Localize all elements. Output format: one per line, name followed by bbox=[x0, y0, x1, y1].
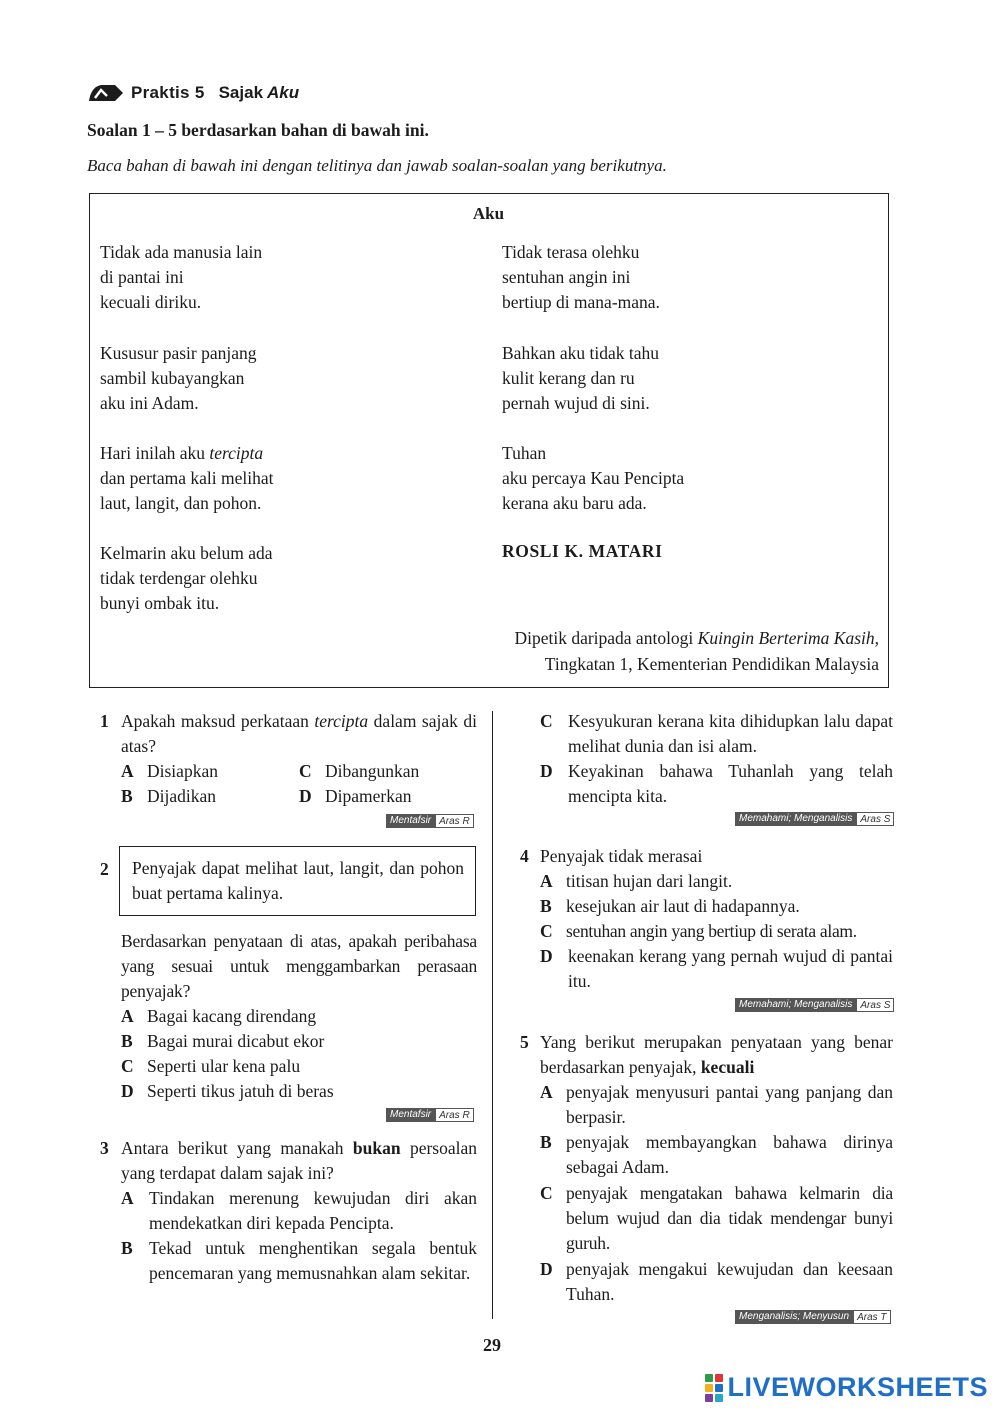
question-number: 1 bbox=[100, 711, 109, 731]
option-b[interactable] bbox=[121, 1236, 477, 1286]
option-text: penyajak mengakui kewujudan dan keesaan Tuhan. bbox=[566, 1259, 893, 1304]
option-c[interactable] bbox=[121, 1054, 300, 1079]
poet-name: ROSLI K. MATARI bbox=[502, 541, 663, 561]
option-text: Bagai murai dicabut ekor bbox=[147, 1031, 325, 1051]
poem-line: kerana aku baru ada. bbox=[502, 493, 647, 513]
instruction-text: Baca bahan di bawah ini dengan telitinya dan jawab soalan-soalan yang berikutnya. bbox=[87, 156, 667, 175]
question-text-part: persoalan yang terdapat dalam sajak ini? bbox=[121, 1138, 477, 1183]
column-divider bbox=[492, 711, 493, 1319]
poem-line: pernah wujud di sini. bbox=[502, 393, 650, 413]
question-text-part: Apakah maksud perkataan bbox=[121, 711, 315, 731]
option-d[interactable] bbox=[299, 784, 412, 809]
poem-source-line2: Tingkatan 1, Kementerian Pendidikan Malaysia bbox=[544, 654, 879, 674]
option-text: Tindakan merenung kewujudan diri akan mendekatkan diri kepada Pencipta. bbox=[149, 1188, 477, 1233]
option-text: titisan hujan dari langit. bbox=[566, 871, 733, 891]
option-d[interactable] bbox=[540, 1257, 893, 1307]
option-letter: D bbox=[121, 1081, 134, 1101]
question-text-part: dalam sajak di atas? bbox=[121, 711, 477, 756]
question-number: 4 bbox=[520, 846, 529, 866]
level-label: Aras S bbox=[856, 812, 894, 826]
option-a[interactable] bbox=[121, 1004, 316, 1029]
poem-line: Bahkan aku tidak tahu bbox=[502, 343, 659, 363]
poem-line: kecuali diriku. bbox=[100, 292, 202, 312]
skill-label: Mentafsir bbox=[386, 814, 435, 828]
poem-line bbox=[100, 441, 273, 466]
poem-title: Aku bbox=[472, 204, 505, 223]
skill-tag bbox=[386, 1108, 474, 1122]
option-letter: C bbox=[540, 1183, 553, 1203]
statement-box bbox=[119, 846, 476, 916]
question-text-part: Antara berikut yang manakah bbox=[121, 1138, 353, 1158]
option-text: Bagai kacang direndang bbox=[147, 1006, 317, 1026]
practice-arrow-icon bbox=[87, 81, 125, 105]
option-letter: D bbox=[299, 786, 312, 806]
option-d[interactable] bbox=[540, 759, 893, 809]
practice-label: Praktis 5 bbox=[131, 83, 205, 102]
option-b[interactable] bbox=[121, 1029, 324, 1054]
option-letter: A bbox=[121, 1006, 134, 1026]
option-letter: D bbox=[540, 946, 553, 966]
poem-line: sambil kubayangkan bbox=[100, 368, 245, 388]
poem-stanza bbox=[502, 240, 660, 315]
option-a[interactable] bbox=[121, 759, 218, 784]
option-text: Seperti tikus jatuh di beras bbox=[147, 1081, 334, 1101]
level-label: Aras T bbox=[853, 1310, 890, 1324]
question-text: Penyajak tidak merasai bbox=[540, 846, 703, 866]
skill-label: Memahami; Menganalisis bbox=[735, 998, 856, 1012]
option-c[interactable] bbox=[540, 709, 893, 759]
level-label: Aras S bbox=[856, 998, 894, 1012]
logo-text: LIVEWORKSHEETS bbox=[727, 1372, 988, 1402]
option-text: Kesyukuran kerana kita dihidupkan lalu dapat melihat dunia dan isi alam. bbox=[568, 711, 893, 756]
option-text: Tekad untuk menghentikan segala bentuk pencemaran yang memusnahkan alam sekitar. bbox=[149, 1238, 477, 1283]
poem-line: Kususur pasir panjang bbox=[100, 343, 257, 363]
poem-line: di pantai ini bbox=[100, 267, 184, 287]
option-text: Dipamerkan bbox=[325, 786, 412, 806]
question-number: 3 bbox=[100, 1138, 109, 1158]
option-c[interactable] bbox=[540, 919, 857, 944]
poem-stanza bbox=[100, 341, 257, 416]
poem-stanza bbox=[100, 441, 273, 516]
source-prefix: Dipetik daripada antologi bbox=[514, 628, 698, 648]
statement-text: Penyajak dapat melihat laut, langit, dan pohon buat pertama kalinya. bbox=[132, 858, 464, 903]
option-letter: B bbox=[121, 1031, 133, 1051]
poem-line-text: Hari inilah aku bbox=[100, 443, 210, 463]
practice-title-italic: Aku bbox=[267, 83, 300, 102]
option-letter: A bbox=[540, 871, 553, 891]
poem-line: bertiup di mana-mana. bbox=[502, 292, 660, 312]
poem-source bbox=[514, 628, 879, 649]
option-text: Disiapkan bbox=[147, 761, 218, 781]
option-text: Keyakinan bahawa Tuhanlah yang telah mencipta kita. bbox=[568, 761, 893, 806]
skill-tag bbox=[735, 1310, 891, 1324]
poem-box bbox=[89, 193, 889, 688]
skill-tag bbox=[386, 814, 474, 828]
option-c[interactable] bbox=[540, 1181, 893, 1256]
logo-grid-icon bbox=[705, 1374, 723, 1402]
poem-line: kulit kerang dan ru bbox=[502, 368, 635, 388]
question-text: Berdasarkan penyataan di atas, apakah peribahasa yang sesuai untuk menggambarkan perasaan penyajak? bbox=[121, 931, 477, 1001]
option-c[interactable] bbox=[299, 759, 419, 784]
poem-stanza bbox=[502, 341, 659, 416]
option-d[interactable] bbox=[540, 944, 893, 994]
option-text: Dibangunkan bbox=[325, 761, 420, 781]
option-text: Seperti ular kena palu bbox=[147, 1056, 301, 1076]
skill-tag bbox=[735, 998, 894, 1012]
poem-line: Tidak terasa olehku bbox=[502, 242, 640, 262]
option-d[interactable] bbox=[121, 1079, 334, 1104]
option-letter: C bbox=[299, 761, 312, 781]
skill-label: Memahami; Menganalisis bbox=[735, 812, 856, 826]
source-title: Kuingin Berterima Kasih, bbox=[697, 628, 879, 648]
page-number: 29 bbox=[483, 1335, 501, 1355]
skill-label: Mentafsir bbox=[386, 1108, 435, 1122]
practice-title: Sajak bbox=[218, 83, 264, 102]
option-letter: C bbox=[540, 921, 553, 941]
section-header bbox=[87, 80, 299, 106]
question-number: 5 bbox=[520, 1032, 529, 1052]
instruction-heading: Soalan 1 – 5 berdasarkan bahan di bawah ini. bbox=[87, 120, 429, 140]
option-a[interactable] bbox=[540, 1080, 893, 1130]
option-b[interactable] bbox=[121, 784, 216, 809]
question-text-italic: tercipta bbox=[314, 711, 369, 731]
question-text bbox=[121, 709, 477, 759]
option-b[interactable] bbox=[540, 894, 800, 919]
poem-stanza bbox=[100, 240, 262, 315]
poem-line: Tidak ada manusia lain bbox=[100, 242, 263, 262]
poem-line: tidak terdengar olehku bbox=[100, 568, 258, 588]
option-b[interactable] bbox=[540, 1130, 893, 1180]
question-text-part: Yang berikut merupakan penyataan yang benar berdasarkan penyajak, bbox=[540, 1032, 893, 1077]
option-text: kesejukan air laut di hadapannya. bbox=[566, 896, 800, 916]
option-text: penyajak mengatakan bahawa kelmarin dia belum wujud dan dia tidak mendengar bunyi guruh. bbox=[566, 1183, 893, 1253]
option-a[interactable] bbox=[540, 869, 732, 894]
level-label: Aras R bbox=[435, 814, 474, 828]
option-letter: C bbox=[540, 711, 553, 731]
option-letter: A bbox=[121, 761, 134, 781]
liveworksheets-logo[interactable] bbox=[705, 1372, 988, 1403]
poem-line: aku percaya Kau Pencipta bbox=[502, 468, 685, 488]
option-letter: A bbox=[540, 1082, 553, 1102]
question-text-bold: kecuali bbox=[700, 1057, 755, 1077]
option-letter: D bbox=[540, 761, 553, 781]
question-text bbox=[121, 1136, 477, 1186]
poem-stanza bbox=[100, 541, 273, 616]
poem-line: Kelmarin aku belum ada bbox=[100, 543, 273, 563]
poem-stanza bbox=[502, 441, 684, 516]
option-a[interactable] bbox=[121, 1186, 477, 1236]
poem-line: laut, langit, dan pohon. bbox=[100, 493, 262, 513]
question-number: 2 bbox=[100, 859, 109, 879]
option-letter: B bbox=[121, 1238, 133, 1258]
level-label: Aras R bbox=[435, 1108, 474, 1122]
option-letter: D bbox=[540, 1259, 553, 1279]
skill-tag bbox=[735, 812, 894, 826]
option-letter: A bbox=[121, 1188, 134, 1208]
question-text-bold: bukan bbox=[352, 1138, 401, 1158]
poem-line: Tuhan bbox=[502, 443, 547, 463]
option-text: penyajak membayangkan bahawa dirinya sebagai Adam. bbox=[566, 1132, 893, 1177]
poem-line: aku ini Adam. bbox=[100, 393, 199, 413]
option-letter: B bbox=[540, 896, 552, 916]
poem-line: bunyi ombak itu. bbox=[100, 593, 220, 613]
poem-word-italic: tercipta bbox=[209, 443, 264, 463]
option-letter: B bbox=[121, 786, 133, 806]
option-text: Dijadikan bbox=[147, 786, 217, 806]
question-text bbox=[540, 1030, 893, 1080]
option-text: keenakan kerang yang pernah wujud di pantai itu. bbox=[568, 946, 893, 991]
option-letter: C bbox=[121, 1056, 134, 1076]
option-text: penyajak menyusuri pantai yang panjang dan berpasir. bbox=[566, 1082, 893, 1127]
poem-line: sentuhan angin ini bbox=[502, 267, 631, 287]
option-text: sentuhan angin yang bertiup di serata alam. bbox=[566, 921, 857, 941]
skill-label: Menganalisis; Menyusun bbox=[735, 1310, 853, 1324]
option-letter: B bbox=[540, 1132, 552, 1152]
poem-line: dan pertama kali melihat bbox=[100, 468, 274, 488]
